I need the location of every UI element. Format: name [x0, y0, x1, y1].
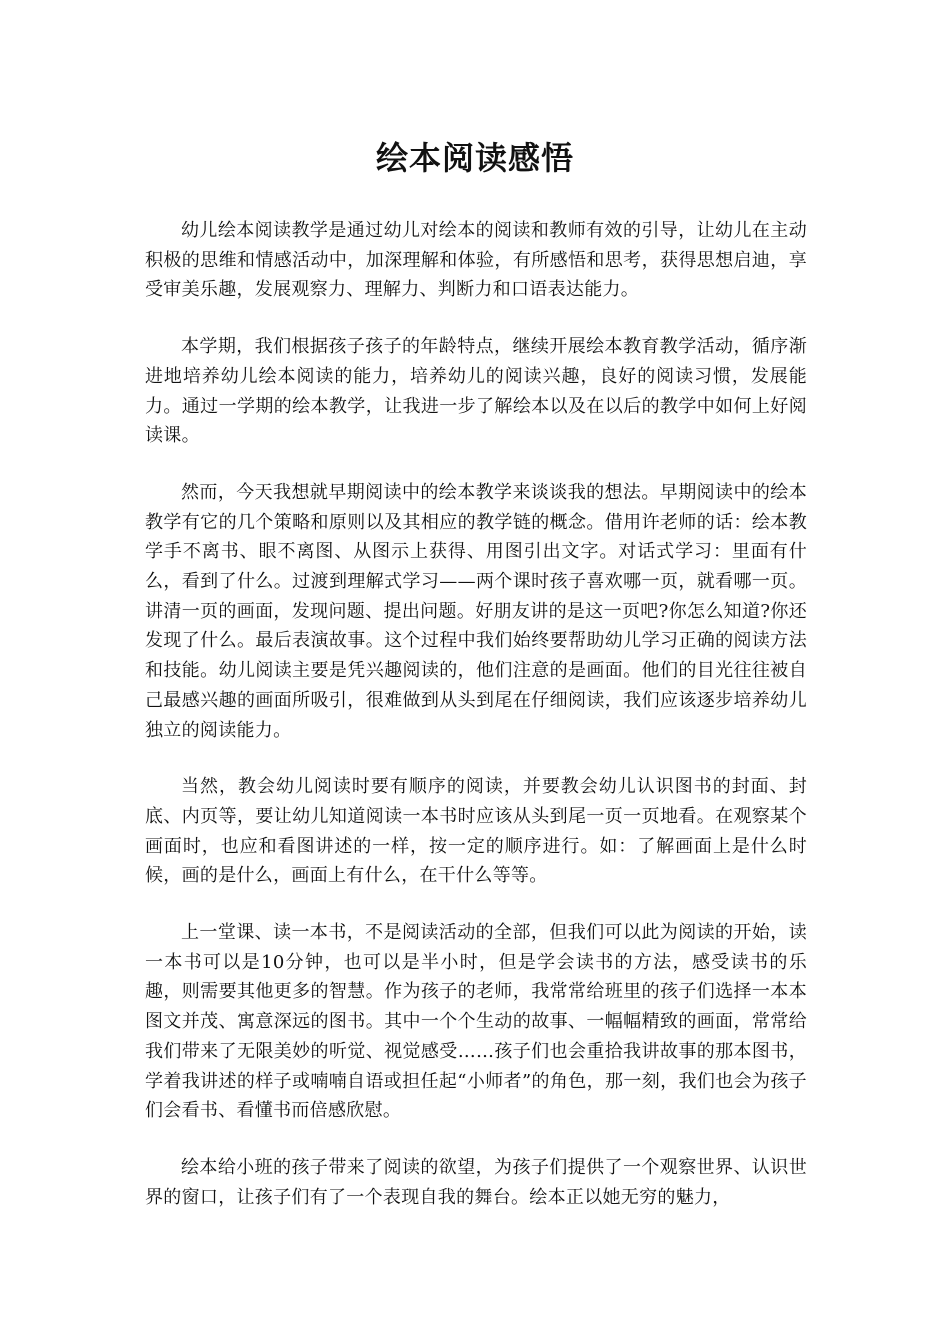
paragraph-5: 上一堂课、读一本书，不是阅读活动的全部，但我们可以此为阅读的开始，读一本书可以是10分钟，也可以是半小时，但是学会读书的方法，感受读书的乐趣，则需要其他更多的智慧。作为孩子的老师，我常常给班里的孩子们选择一本本图文并茂、寓意深远的图书。其中一个个生动的故事、一幅幅精致的画面，常常给我们带来了无限美妙的听觉、视觉感受……孩子们也会重拾我讲故事的那本图书，学着我讲述的样子或喃喃自语或担任起“小师者”的角色，那一刻，我们也会为孩子们会看书、看懂书而倍感欣慰。: [145, 922, 807, 1122]
paragraph-4: 当然，教会幼儿阅读时要有顺序的阅读，并要教会幼儿认识图书的封面、封底、内页等，要让幼儿知道阅读一本书时应该从头到尾一页一页地看。在观察某个画面时，也应和看图讲述的一样，按一定的顺序进行。如：了解画面上是什么时候，画的是什么，画面上有什么，在干什么等等。: [145, 776, 807, 887]
paragraph-3: 然而，今天我想就早期阅读中的绘本教学来谈谈我的想法。早期阅读中的绘本教学有它的几个策略和原则以及其相应的教学链的概念。借用许老师的话：绘本教学手不离书、眼不离图、从图示上获得、用图引出文字。对话式学习：里面有什么，看到了什么。过渡到理解式学习——两个课时孩子喜欢哪一页，就看哪一页。讲清一页的画面，发现问题、提出问题。好朋友讲的是这一页吧?你怎么知道?你还发现了什么。最后表演故事。这个过程中我们始终要帮助幼儿学习正确的阅读方法和技能。幼儿阅读主要是凭兴趣阅读的，他们注意的是画面。他们的目光往往被自己最感兴趣的画面所吸引，很难做到从头到尾在仔细阅读，我们应该逐步培养幼儿独立的阅读能力。: [145, 481, 807, 741]
document-body: [145, 216, 807, 1239]
paragraph-1: 幼儿绘本阅读教学是通过幼儿对绘本的阅读和教师有效的引导，让幼儿在主动积极的思维和情感活动中，加深理解和体验，有所感悟和思考，获得思想启迪，享受审美乐趣，发展观察力、理解力、判断力和口语表达能力。: [145, 220, 807, 301]
paragraph-2: 本学期，我们根据孩子孩子的年龄特点，继续开展绘本教育教学活动，循序渐进地培养幼儿绘本阅读的能力，培养幼儿的阅读兴趣，良好的阅读习惯，发展能力。通过一学期的绘本教学，让我进一步了解绘本以及在以后的教学中如何上好阅读课。: [145, 336, 807, 447]
paragraph-6: 绘本给小班的孩子带来了阅读的欲望，为孩子们提供了一个观察世界、认识世界的窗口，让孩子们有了一个表现自我的舞台。绘本正以她无穷的魅力，: [145, 1156, 807, 1208]
document-title: 绘本阅读感悟: [375, 139, 574, 177]
